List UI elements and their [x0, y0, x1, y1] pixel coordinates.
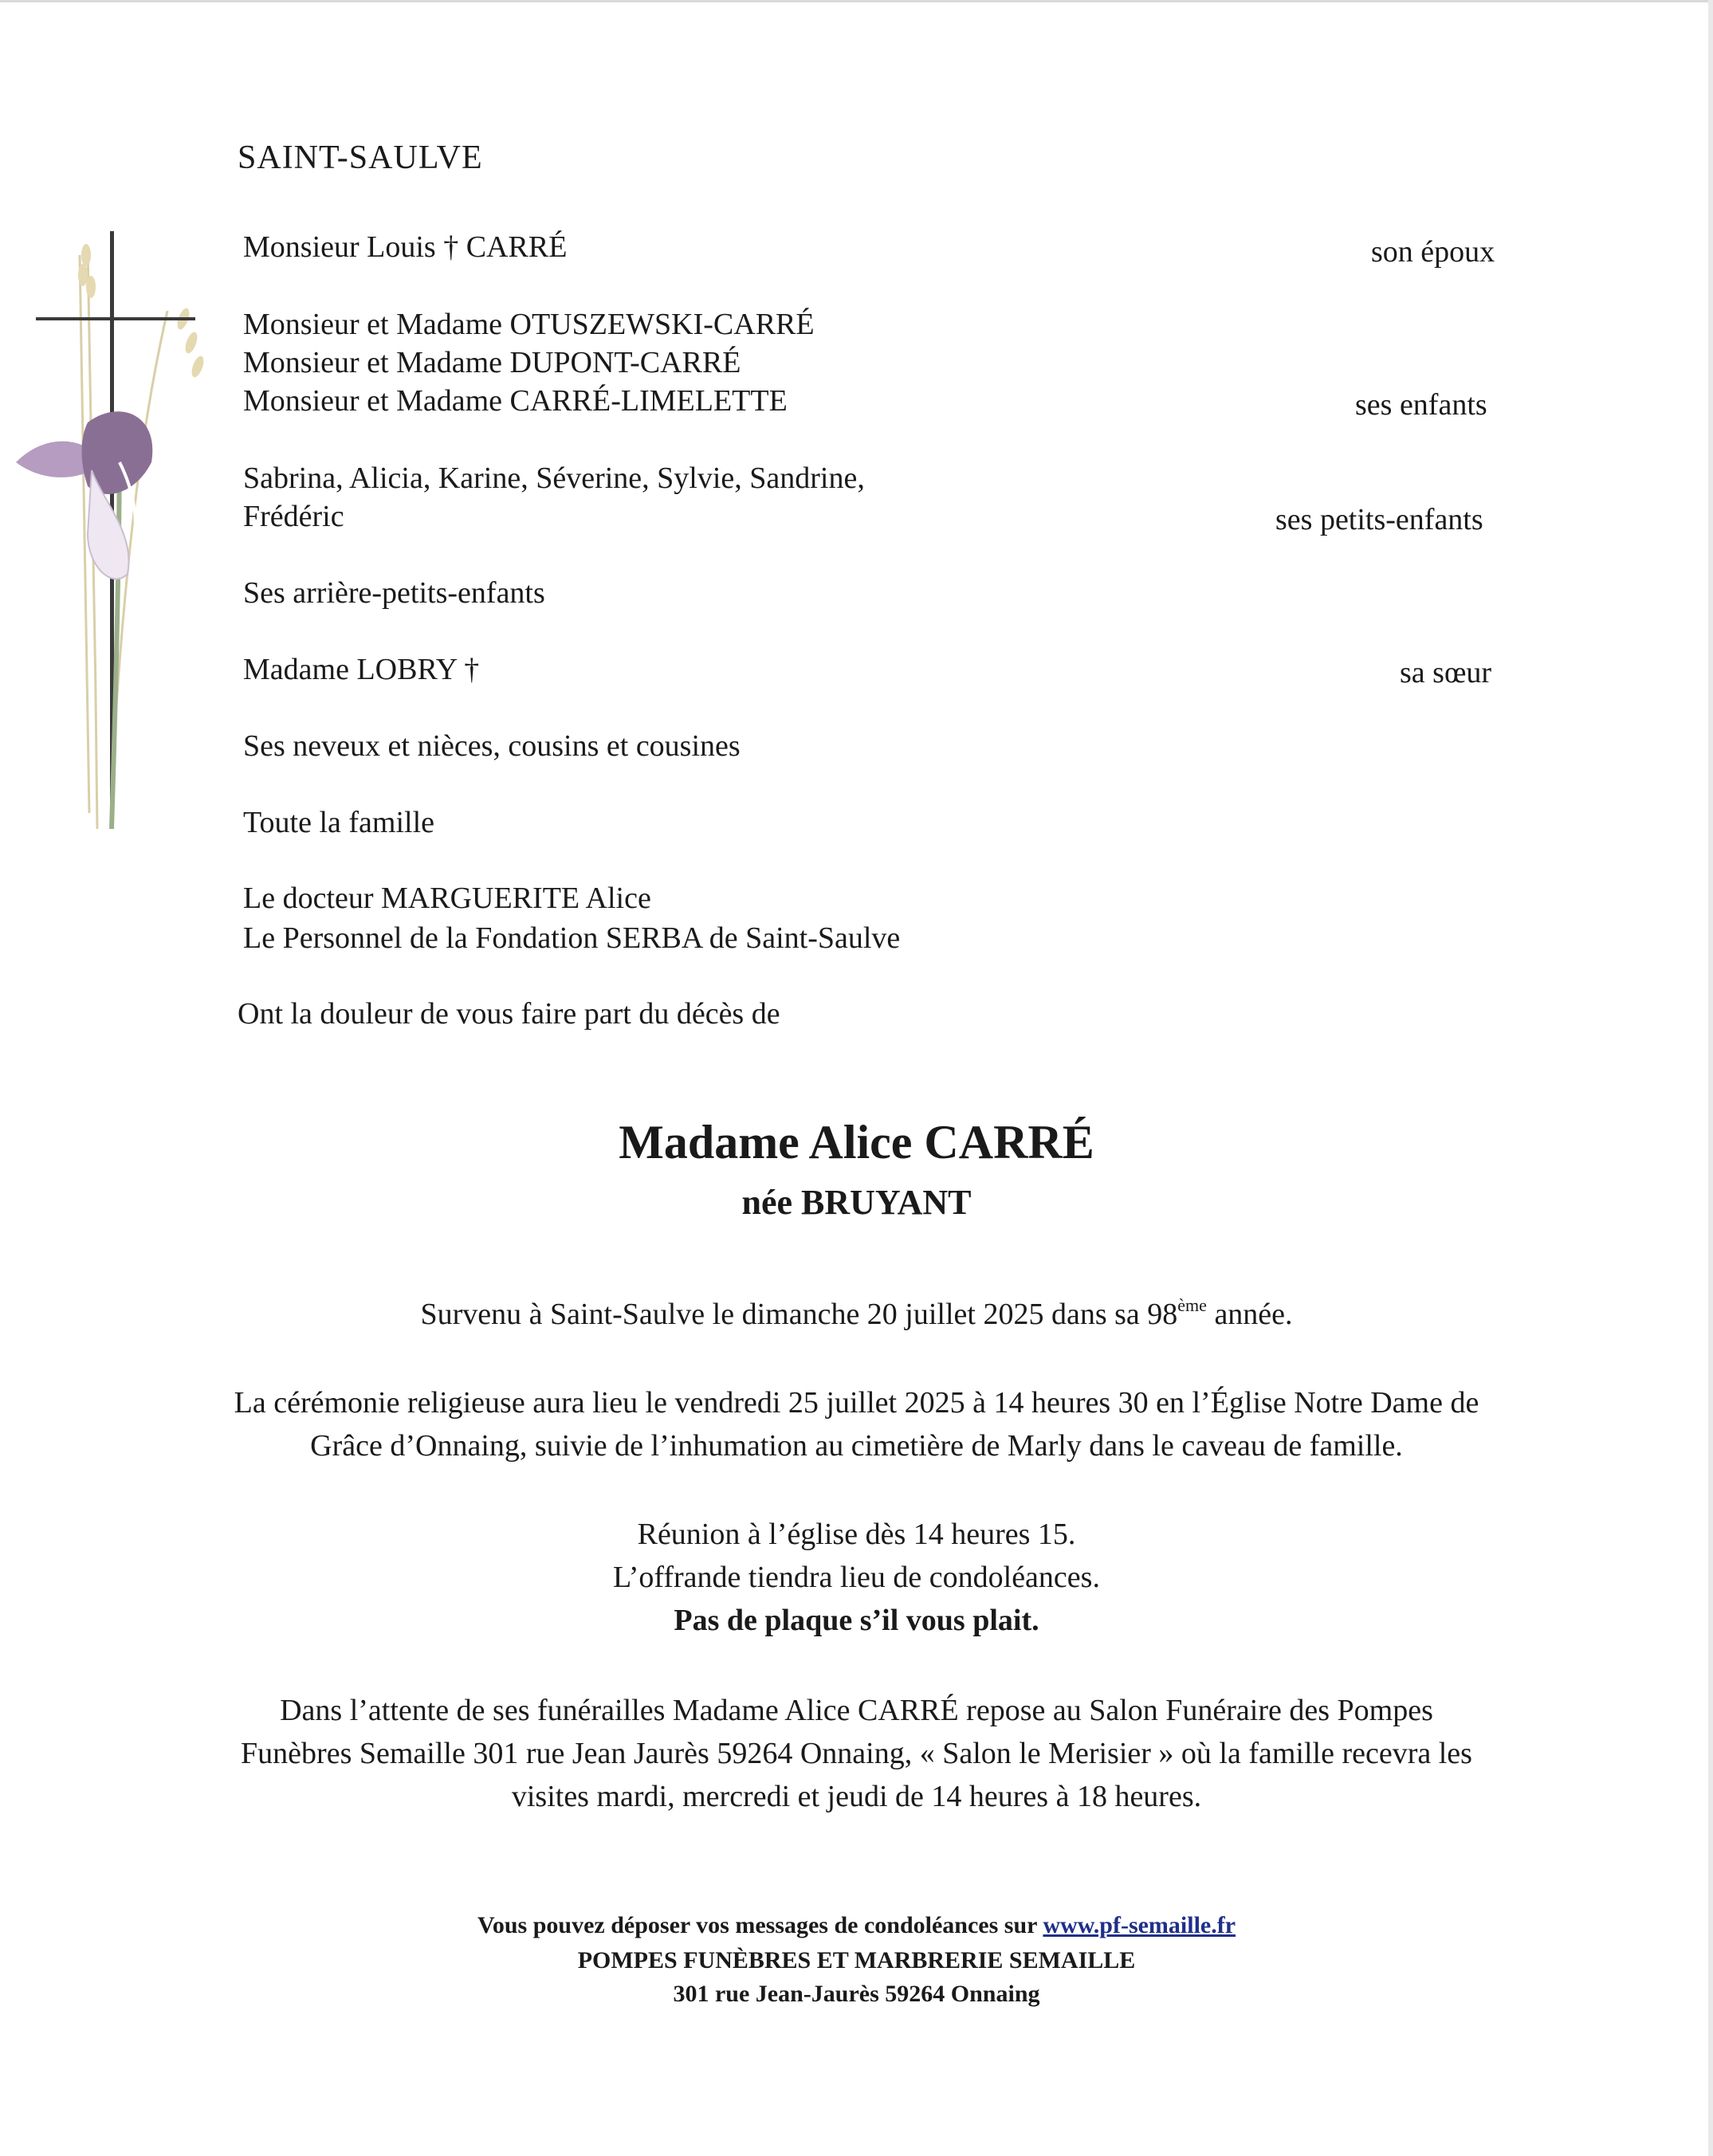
family-line: Monsieur et Madame DUPONT-CARRÉ: [243, 346, 741, 379]
death-sup: ème: [1177, 1295, 1207, 1315]
maiden-name: née BRUYANT: [741, 1183, 972, 1222]
no-plaque-note: Pas de plaque s’il vous plait.: [674, 1604, 1039, 1637]
salon-line-1: Dans l’attente de ses funérailles Madame Alice CARRÉ repose au Salon Funéraire des Pompes: [280, 1694, 1433, 1727]
salon-line-2: Funèbres Semaille 301 rue Jean Jaurès 59264 Onnaing, « Salon le Merisier » où la famille recevra les: [241, 1737, 1472, 1770]
deceased-name: Madame Alice CARRÉ: [619, 1116, 1094, 1168]
ceremony-line-1: La cérémonie religieuse aura lieu le vendredi 25 juillet 2025 à 14 heures 30 en l’Église Notre Dame de: [234, 1386, 1479, 1420]
family-line: Madame LOBRY †: [243, 653, 480, 686]
relation-label: sa sœur: [1400, 656, 1492, 689]
family-line: Ses neveux et nièces, cousins et cousines: [243, 729, 741, 763]
scan-edge-top: [0, 0, 1713, 2]
ceremony-line-2: Grâce d’Onnaing, suivie de l’inhumation au cimetière de Marly dans le caveau de famille.: [310, 1429, 1403, 1463]
company-address: 301 rue Jean-Jaurès 59264 Onnaing: [673, 1981, 1040, 2007]
family-line: Le docteur MARGUERITE Alice: [243, 882, 651, 915]
relation-label: son époux: [1371, 235, 1495, 269]
death-text: Survenu à Saint-Saulve le dimanche 20 juillet 2025 dans sa 98: [420, 1298, 1178, 1331]
family-line: Monsieur Louis † CARRÉ: [243, 230, 568, 264]
death-notice: [0, 1293, 1713, 1336]
death-text-end: année.: [1206, 1298, 1293, 1331]
town-heading: SAINT-SAULVE: [238, 139, 483, 176]
relation-label: ses petits-enfants: [1275, 503, 1483, 536]
family-line: Monsieur et Madame CARRÉ-LIMELETTE: [243, 384, 788, 418]
meeting-line-2: L’offrande tiendra lieu de condoléances.: [613, 1561, 1100, 1594]
cross-lily-illustration: [0, 223, 231, 845]
company-name: POMPES FUNÈBRES ET MARBRERIE SEMAILLE: [577, 1947, 1136, 1973]
announcement-text: Ont la douleur de vous faire part du décès de: [238, 997, 780, 1031]
meeting-line-1: Réunion à l’église dès 14 heures 15.: [637, 1518, 1076, 1551]
relation-label: ses enfants: [1355, 388, 1487, 422]
family-line: Sabrina, Alicia, Karine, Séverine, Sylvie, Sandrine,: [243, 461, 865, 495]
condolence-note: [0, 1909, 1713, 1942]
condolence-text: Vous pouvez déposer vos messages de condoléances sur: [477, 1912, 1043, 1938]
salon-line-3: visites mardi, mercredi et jeudi de 14 heures à 18 heures.: [511, 1780, 1202, 1813]
family-line: Frédéric: [243, 500, 344, 533]
family-line: Monsieur et Madame OTUSZEWSKI-CARRÉ: [243, 308, 815, 341]
family-line: Ses arrière-petits-enfants: [243, 576, 545, 610]
website-link[interactable]: www.pf-semaille.fr: [1043, 1912, 1236, 1938]
scan-edge-right: [1708, 0, 1713, 2156]
family-line: Toute la famille: [243, 806, 435, 839]
family-line: Le Personnel de la Fondation SERBA de Saint-Saulve: [243, 921, 901, 955]
